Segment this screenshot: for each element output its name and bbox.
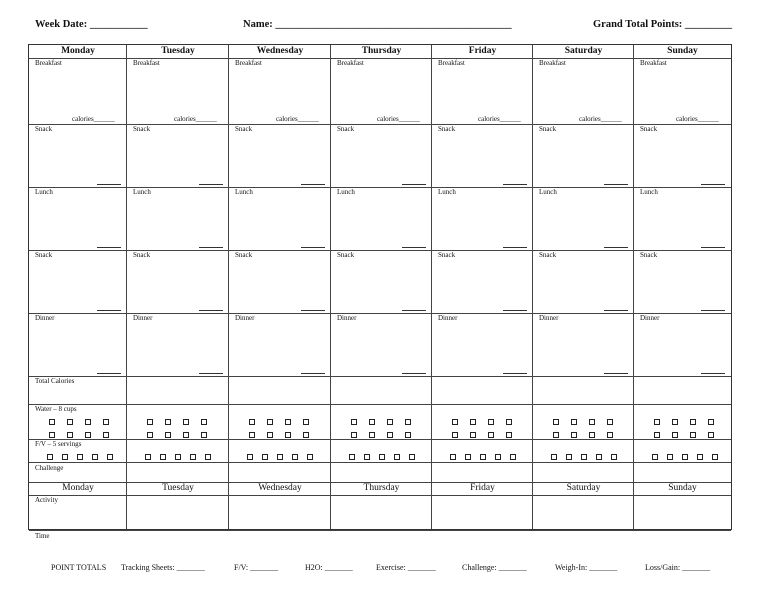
water-checkbox[interactable] bbox=[369, 432, 375, 438]
fv-checkbox[interactable] bbox=[566, 454, 572, 460]
water-checkbox[interactable] bbox=[267, 432, 273, 438]
calories-blank-line[interactable] bbox=[604, 184, 628, 185]
h2o-points-field[interactable]: H2O: _______ bbox=[305, 563, 353, 572]
tracking-sheets-field[interactable]: Tracking Sheets: _______ bbox=[121, 563, 205, 572]
water-checkbox[interactable] bbox=[183, 432, 189, 438]
column-divider bbox=[330, 45, 331, 529]
water-checkbox[interactable] bbox=[470, 432, 476, 438]
point-totals-label: POINT TOTALS bbox=[51, 563, 107, 572]
fv-checkbox[interactable] bbox=[409, 454, 415, 460]
fv-checkbox[interactable] bbox=[307, 454, 313, 460]
fv-checkbox[interactable] bbox=[712, 454, 718, 460]
water-checkbox[interactable] bbox=[654, 419, 660, 425]
fv-points-field[interactable]: F/V: _______ bbox=[234, 563, 279, 572]
meal-label: Snack bbox=[539, 251, 557, 259]
calories-field[interactable]: calories______ bbox=[478, 115, 521, 123]
water-checkbox[interactable] bbox=[249, 432, 255, 438]
day-header-monday: Monday bbox=[61, 46, 95, 56]
column-divider bbox=[431, 45, 432, 529]
fv-checkbox[interactable] bbox=[190, 454, 196, 460]
fv-checkbox[interactable] bbox=[92, 454, 98, 460]
total-calories-label: Total Calories bbox=[35, 377, 75, 385]
water-checkbox[interactable] bbox=[201, 432, 207, 438]
water-checkbox[interactable] bbox=[589, 432, 595, 438]
meal-label: Lunch bbox=[438, 188, 456, 196]
calories-blank-line[interactable] bbox=[701, 184, 725, 185]
calories-blank-line[interactable] bbox=[701, 247, 725, 248]
water-checkbox[interactable] bbox=[571, 419, 577, 425]
water-checkbox[interactable] bbox=[452, 432, 458, 438]
water-checkbox[interactable] bbox=[506, 419, 512, 425]
water-checkbox[interactable] bbox=[589, 419, 595, 425]
fv-checkbox[interactable] bbox=[107, 454, 113, 460]
calories-blank-line[interactable] bbox=[301, 310, 325, 311]
meal-label: Lunch bbox=[35, 188, 53, 196]
day-header-thursday: Thursday bbox=[361, 46, 402, 56]
meal-label: Lunch bbox=[133, 188, 151, 196]
water-checkbox[interactable] bbox=[553, 419, 559, 425]
meal-label: Dinner bbox=[640, 314, 660, 322]
water-checkbox[interactable] bbox=[488, 432, 494, 438]
fv-checkbox[interactable] bbox=[62, 454, 68, 460]
calories-blank-line[interactable] bbox=[402, 373, 426, 374]
water-checkbox[interactable] bbox=[201, 419, 207, 425]
calories-blank-line[interactable] bbox=[402, 247, 426, 248]
calories-blank-line[interactable] bbox=[604, 310, 628, 311]
meal-label: Snack bbox=[640, 251, 658, 259]
fv-checkbox[interactable] bbox=[581, 454, 587, 460]
grand-total-points-field[interactable]: Grand Total Points: _________ bbox=[593, 19, 733, 30]
calories-blank-line[interactable] bbox=[199, 247, 223, 248]
fv-checkbox[interactable] bbox=[364, 454, 370, 460]
meal-label: Breakfast bbox=[35, 59, 62, 67]
fv-checkbox[interactable] bbox=[551, 454, 557, 460]
fv-checkbox[interactable] bbox=[394, 454, 400, 460]
fv-checkbox[interactable] bbox=[277, 454, 283, 460]
calories-field[interactable]: calories______ bbox=[72, 115, 115, 123]
day-header-wednesday: Wednesday bbox=[256, 46, 304, 56]
day-subheader-wednesday: Wednesday bbox=[258, 483, 302, 493]
fv-checkbox[interactable] bbox=[682, 454, 688, 460]
fv-checkbox[interactable] bbox=[145, 454, 151, 460]
meal-label: Lunch bbox=[337, 188, 355, 196]
calories-blank-line[interactable] bbox=[301, 247, 325, 248]
water-checkbox[interactable] bbox=[690, 419, 696, 425]
fv-checkbox[interactable] bbox=[160, 454, 166, 460]
meal-label: Lunch bbox=[539, 188, 557, 196]
calories-blank-line[interactable] bbox=[701, 373, 725, 374]
water-checkbox[interactable] bbox=[249, 419, 255, 425]
water-checkbox[interactable] bbox=[165, 419, 171, 425]
water-checkbox[interactable] bbox=[607, 419, 613, 425]
meal-label: Breakfast bbox=[438, 59, 465, 67]
fv-checkbox[interactable] bbox=[292, 454, 298, 460]
calories-blank-line[interactable] bbox=[604, 247, 628, 248]
calories-blank-line[interactable] bbox=[199, 373, 223, 374]
fv-checkbox[interactable] bbox=[205, 454, 211, 460]
meal-label: Breakfast bbox=[539, 59, 566, 67]
water-checkbox[interactable] bbox=[387, 419, 393, 425]
row-divider bbox=[29, 439, 731, 440]
calories-blank-line[interactable] bbox=[301, 184, 325, 185]
day-subheader-thursday: Thursday bbox=[363, 483, 400, 493]
fv-checkbox[interactable] bbox=[652, 454, 658, 460]
calories-blank-line[interactable] bbox=[503, 310, 527, 311]
meal-label: Snack bbox=[35, 125, 53, 133]
meal-label: Breakfast bbox=[235, 59, 262, 67]
water-checkbox[interactable] bbox=[708, 419, 714, 425]
water-checkbox[interactable] bbox=[165, 432, 171, 438]
meal-label: Breakfast bbox=[337, 59, 364, 67]
calories-field[interactable]: calories______ bbox=[174, 115, 217, 123]
day-subheader-monday: Monday bbox=[62, 483, 94, 493]
row-divider bbox=[29, 404, 731, 405]
fv-checkbox[interactable] bbox=[77, 454, 83, 460]
weigh-in-field[interactable]: Weigh-In: _______ bbox=[555, 563, 618, 572]
water-checkbox[interactable] bbox=[147, 419, 153, 425]
calories-field[interactable]: calories______ bbox=[377, 115, 420, 123]
day-subheader-friday: Friday bbox=[470, 483, 495, 493]
calories-blank-line[interactable] bbox=[503, 373, 527, 374]
water-checkbox[interactable] bbox=[654, 432, 660, 438]
water-checkbox[interactable] bbox=[690, 432, 696, 438]
row-divider bbox=[29, 376, 731, 377]
calories-blank-line[interactable] bbox=[402, 310, 426, 311]
fv-label: F/V – 5 servings bbox=[35, 440, 82, 448]
row-divider bbox=[29, 495, 731, 496]
water-checkbox[interactable] bbox=[183, 419, 189, 425]
meal-label: Breakfast bbox=[640, 59, 667, 67]
day-subheader-saturday: Saturday bbox=[566, 483, 601, 493]
water-checkbox[interactable] bbox=[387, 432, 393, 438]
water-checkbox[interactable] bbox=[285, 432, 291, 438]
water-checkbox[interactable] bbox=[672, 419, 678, 425]
water-checkbox[interactable] bbox=[351, 419, 357, 425]
meal-label: Snack bbox=[133, 251, 151, 259]
calories-field[interactable]: calories______ bbox=[579, 115, 622, 123]
calories-field[interactable]: calories______ bbox=[676, 115, 719, 123]
day-subheader-tuesday: Tuesday bbox=[162, 483, 194, 493]
fv-checkbox[interactable] bbox=[465, 454, 471, 460]
water-checkbox[interactable] bbox=[49, 419, 55, 425]
name-field[interactable]: Name: _____________________________________________ bbox=[243, 19, 512, 30]
exercise-points-field[interactable]: Exercise: _______ bbox=[376, 563, 436, 572]
calories-blank-line[interactable] bbox=[199, 310, 223, 311]
water-checkbox[interactable] bbox=[85, 419, 91, 425]
water-checkbox[interactable] bbox=[553, 432, 559, 438]
water-checkbox[interactable] bbox=[405, 432, 411, 438]
calories-blank-line[interactable] bbox=[199, 184, 223, 185]
calories-blank-line[interactable] bbox=[97, 373, 121, 374]
day-subheader-sunday: Sunday bbox=[668, 483, 697, 493]
meal-label: Dinner bbox=[539, 314, 559, 322]
column-divider bbox=[633, 45, 634, 529]
fv-checkbox[interactable] bbox=[262, 454, 268, 460]
calories-blank-line[interactable] bbox=[97, 310, 121, 311]
water-checkbox[interactable] bbox=[67, 432, 73, 438]
fv-checkbox[interactable] bbox=[379, 454, 385, 460]
challenge-label: Challenge bbox=[35, 464, 64, 472]
calories-blank-line[interactable] bbox=[503, 184, 527, 185]
meal-label: Lunch bbox=[640, 188, 658, 196]
calories-blank-line[interactable] bbox=[503, 247, 527, 248]
meal-label: Dinner bbox=[337, 314, 357, 322]
meal-label: Snack bbox=[640, 125, 658, 133]
water-checkbox[interactable] bbox=[405, 419, 411, 425]
fv-checkbox[interactable] bbox=[611, 454, 617, 460]
water-checkbox[interactable] bbox=[470, 419, 476, 425]
water-checkbox[interactable] bbox=[103, 419, 109, 425]
fv-checkbox[interactable] bbox=[175, 454, 181, 460]
meal-label: Dinner bbox=[133, 314, 153, 322]
calories-field[interactable]: calories______ bbox=[276, 115, 319, 123]
meal-label: Lunch bbox=[235, 188, 253, 196]
fv-checkbox[interactable] bbox=[697, 454, 703, 460]
day-header-sunday: Sunday bbox=[667, 46, 698, 56]
water-checkbox[interactable] bbox=[607, 432, 613, 438]
meal-label: Snack bbox=[133, 125, 151, 133]
calories-blank-line[interactable] bbox=[301, 373, 325, 374]
meal-label: Snack bbox=[235, 251, 253, 259]
fv-checkbox[interactable] bbox=[510, 454, 516, 460]
water-label: Water – 8 cups bbox=[35, 405, 77, 413]
sheet-header bbox=[0, 19, 768, 35]
week-date-field[interactable]: Week Date: ___________ bbox=[35, 19, 148, 30]
water-checkbox[interactable] bbox=[351, 432, 357, 438]
meal-label: Breakfast bbox=[133, 59, 160, 67]
water-checkbox[interactable] bbox=[49, 432, 55, 438]
meal-label: Snack bbox=[438, 125, 456, 133]
loss-gain-field[interactable]: Loss/Gain: _______ bbox=[645, 563, 711, 572]
fv-checkbox[interactable] bbox=[480, 454, 486, 460]
calories-blank-line[interactable] bbox=[97, 247, 121, 248]
water-checkbox[interactable] bbox=[303, 419, 309, 425]
calories-blank-line[interactable] bbox=[97, 184, 121, 185]
time-label: Time bbox=[35, 532, 50, 540]
day-header-tuesday: Tuesday bbox=[161, 46, 195, 56]
day-header-saturday: Saturday bbox=[564, 46, 603, 56]
fv-checkbox[interactable] bbox=[247, 454, 253, 460]
meal-label: Snack bbox=[337, 125, 355, 133]
water-checkbox[interactable] bbox=[506, 432, 512, 438]
activity-label: Activity bbox=[35, 496, 58, 504]
fv-checkbox[interactable] bbox=[349, 454, 355, 460]
water-checkbox[interactable] bbox=[452, 419, 458, 425]
water-checkbox[interactable] bbox=[267, 419, 273, 425]
meal-label: Snack bbox=[438, 251, 456, 259]
column-divider bbox=[228, 45, 229, 529]
column-divider bbox=[532, 45, 533, 529]
water-checkbox[interactable] bbox=[571, 432, 577, 438]
meal-label: Snack bbox=[539, 125, 557, 133]
meal-label: Dinner bbox=[35, 314, 55, 322]
fv-checkbox[interactable] bbox=[667, 454, 673, 460]
water-checkbox[interactable] bbox=[708, 432, 714, 438]
meal-label: Snack bbox=[235, 125, 253, 133]
day-header-friday: Friday bbox=[468, 46, 497, 56]
fv-checkbox[interactable] bbox=[596, 454, 602, 460]
challenge-points-field[interactable]: Challenge: _______ bbox=[462, 563, 527, 572]
fv-checkbox[interactable] bbox=[47, 454, 53, 460]
point-totals-footer bbox=[0, 563, 768, 575]
fv-checkbox[interactable] bbox=[495, 454, 501, 460]
row-divider bbox=[29, 462, 731, 463]
meal-label: Snack bbox=[337, 251, 355, 259]
water-checkbox[interactable] bbox=[285, 419, 291, 425]
water-checkbox[interactable] bbox=[103, 432, 109, 438]
meal-label: Snack bbox=[35, 251, 53, 259]
column-divider bbox=[126, 45, 127, 529]
calories-blank-line[interactable] bbox=[701, 310, 725, 311]
water-checkbox[interactable] bbox=[67, 419, 73, 425]
water-checkbox[interactable] bbox=[85, 432, 91, 438]
row-divider bbox=[29, 530, 731, 531]
calories-blank-line[interactable] bbox=[402, 184, 426, 185]
weekly-tracking-grid bbox=[28, 44, 732, 540]
water-checkbox[interactable] bbox=[369, 419, 375, 425]
water-checkbox[interactable] bbox=[303, 432, 309, 438]
meal-label: Dinner bbox=[235, 314, 255, 322]
meal-label: Dinner bbox=[438, 314, 458, 322]
calories-blank-line[interactable] bbox=[604, 373, 628, 374]
water-checkbox[interactable] bbox=[672, 432, 678, 438]
water-checkbox[interactable] bbox=[147, 432, 153, 438]
fv-checkbox[interactable] bbox=[450, 454, 456, 460]
water-checkbox[interactable] bbox=[488, 419, 494, 425]
